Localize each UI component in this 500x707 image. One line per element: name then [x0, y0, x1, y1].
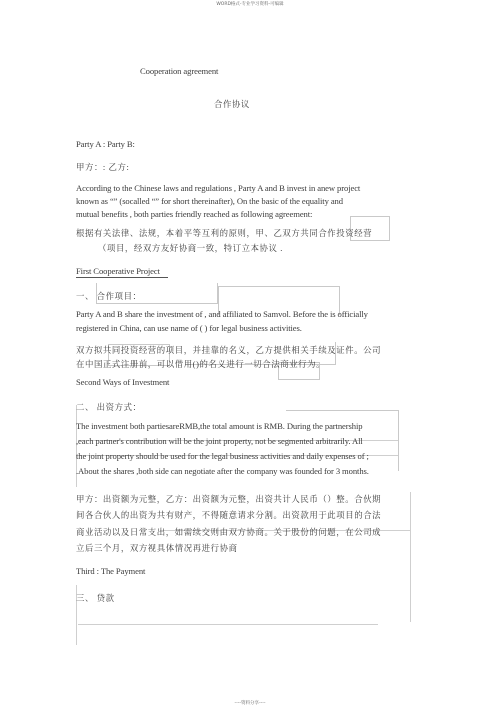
section1-cn-line: 双方拟共同投资经营的项目，并挂靠的名义，乙方提供相关手续及证件。公司 — [76, 346, 382, 355]
doc-title-en: Cooperation agreement — [140, 66, 219, 76]
faint-rule — [78, 624, 378, 625]
intro-cn-line: 根据有关法律、法规，本着平等互利的原则，甲、乙双方共同合作投资经营 — [76, 229, 373, 238]
section2-en-line: the joint property should be used for the legal business activities and daily expenses of ; — [76, 451, 369, 461]
section2-cn-line: 间各合伙人的出资为共有财产，不得随意请求分割。出资款用于此项目的合法 — [76, 511, 382, 520]
section2-cn-line: 立后三个月，双方视具体情况再进行协商 — [76, 544, 238, 553]
section3-heading-cn: 三、 贷款 — [76, 594, 115, 603]
intro-en-line: According to the Chinese laws and regulations , Party A and B invest in anew project — [76, 183, 361, 193]
intro-cn-line: （项目，经双方友好协商一致，特订立本协议 . — [98, 244, 283, 253]
section2-en-line: ,each partner's contribution will be the joint property, not be segmented arbitrarily. All — [76, 436, 363, 446]
parties-en: Party A : Party B: — [76, 139, 135, 149]
heading-underline — [76, 277, 168, 278]
doc-title-cn: 合作协议 — [214, 100, 250, 109]
intro-en-line: mutual benefits , both parties friendly reached as following agreement: — [76, 209, 313, 219]
section1-heading-en: First Cooperative Project — [76, 266, 160, 276]
section2-en-line: The investment both partiesareRMB,the total amount is RMB. During the partnership — [76, 421, 363, 431]
intro-en-line: known as “” (socalled “” for short thereinafter), On the basic of the equality and — [76, 196, 343, 206]
section2-en-line: .About the shares ,both side can negotiate after the company was founded for 3 months. — [76, 466, 369, 476]
margin-line — [410, 492, 411, 622]
section2-heading-cn: 二、 出资方式： — [76, 403, 142, 412]
section2-cn-line: 甲方：出资额为元整，乙方：出资额为元整，出资共计人民币（）整。合伙期 — [76, 495, 382, 504]
section1-heading-cn: 一、 合作项目： — [76, 292, 142, 301]
section3-heading-en: Third : The Payment — [76, 566, 146, 576]
section2-heading-en: Second Ways of Investment — [76, 377, 170, 387]
section1-cn-line: 在中国正式注册前，可以借用()的名义进行一切合法商业行为。 — [76, 360, 326, 369]
page-footer-note: ----资料分享---- — [234, 701, 266, 706]
parties-cn: 甲方：: 乙方: — [76, 163, 130, 172]
page-header-note: WORD格式-专业学习资料-可编辑 — [216, 2, 284, 7]
section1-en-line: Party A and B share the investment of , and affiliated to Samvol. Before the is officially — [76, 309, 368, 319]
section1-en-line: registered in China, can use name of ( ) for legal business activities. — [76, 323, 302, 333]
section2-cn-line: 商业活动以及日常支出，如需续交则由双方协商。关于股份的问题，在公司成 — [76, 528, 382, 537]
